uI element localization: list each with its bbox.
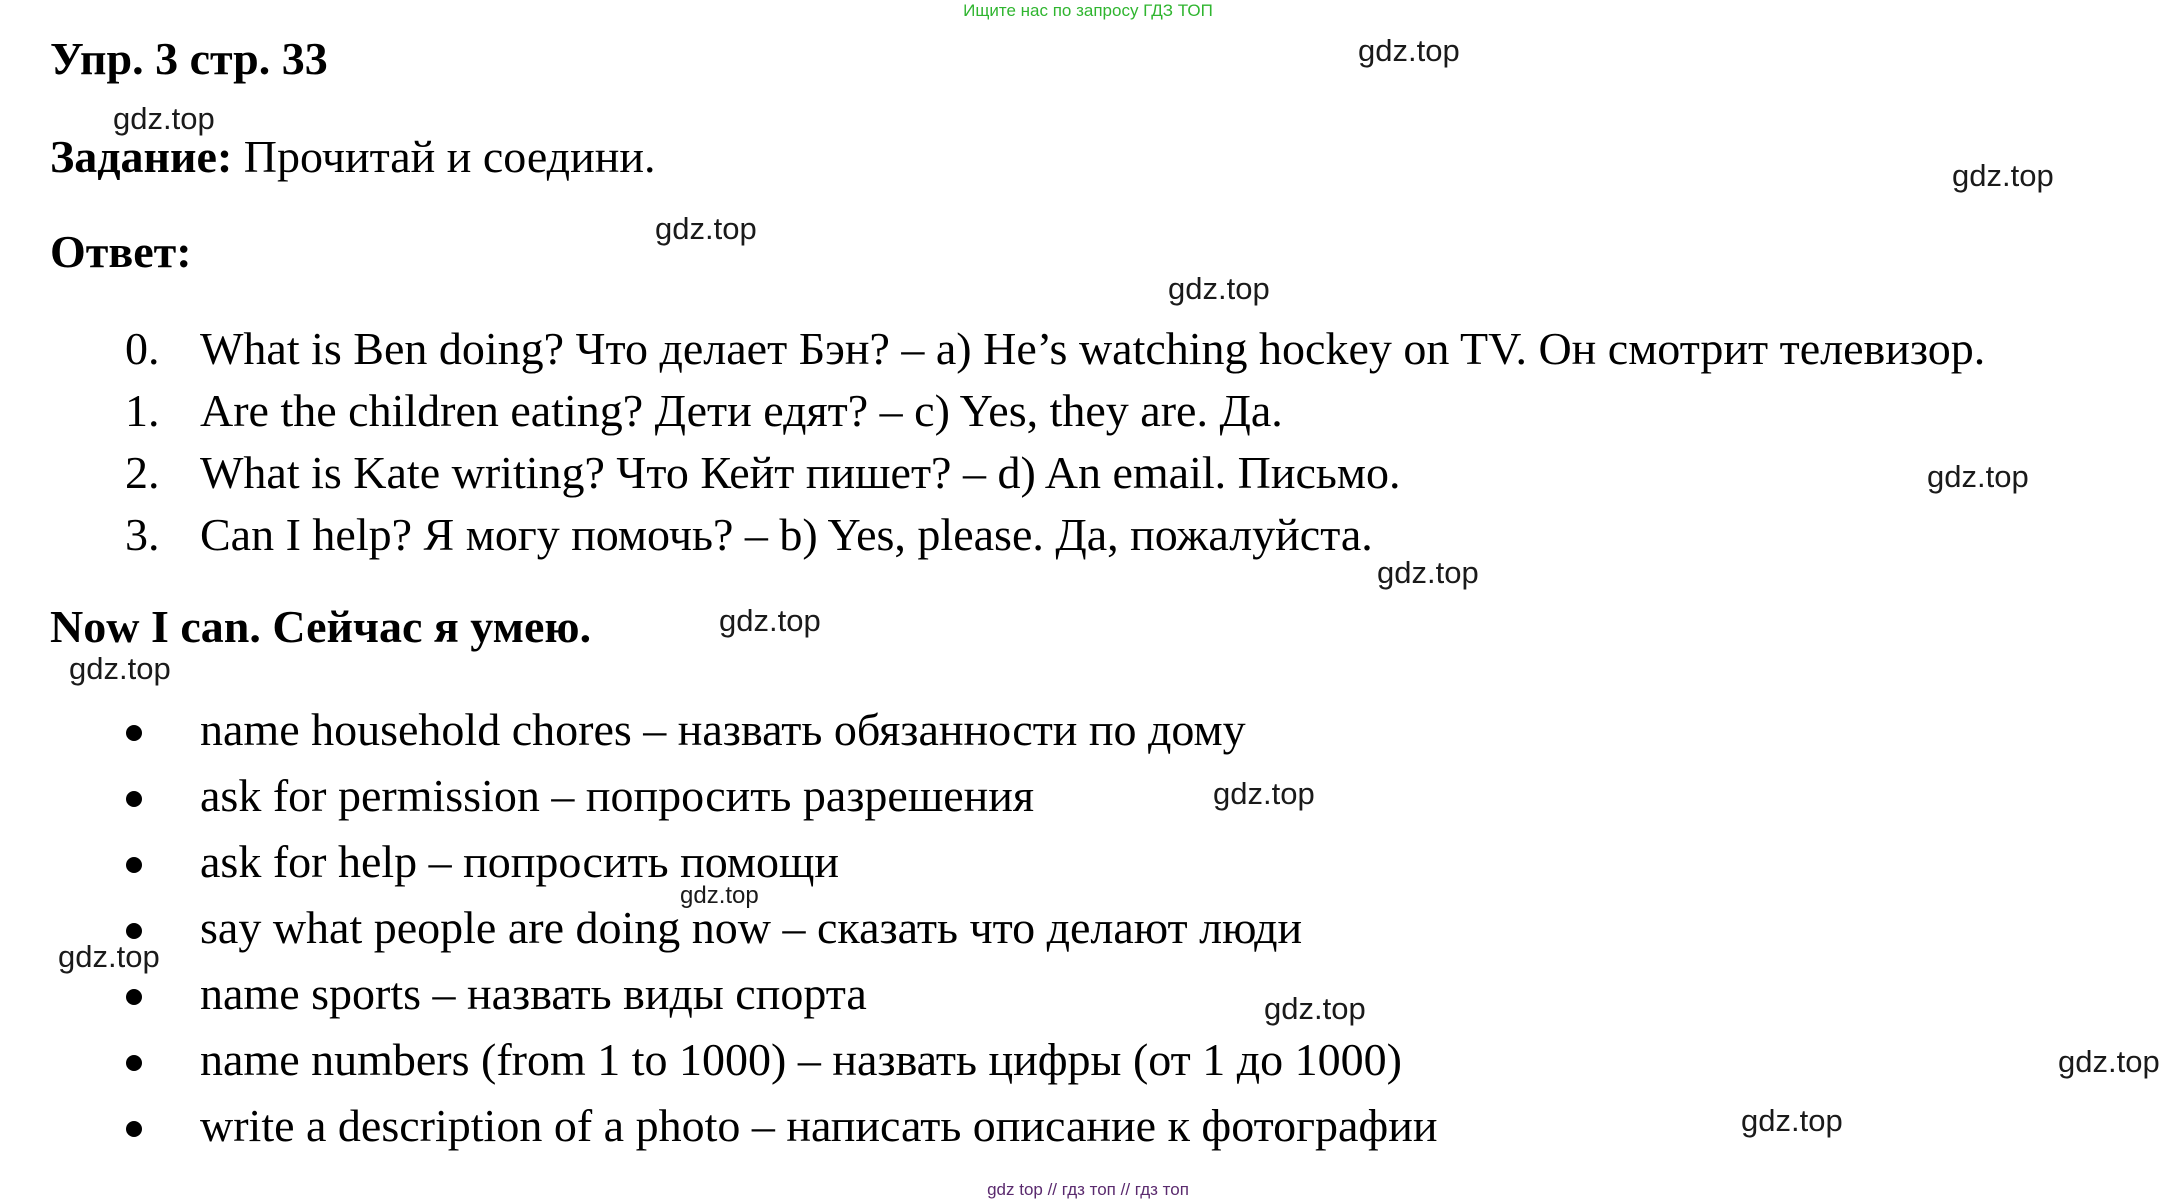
watermark: gdz.top xyxy=(655,211,757,246)
watermark: gdz.top xyxy=(1927,459,2029,494)
watermark: gdz.top xyxy=(680,882,759,909)
now-i-can-heading: Now I can. Сейчас я умею. xyxy=(50,601,592,652)
answer-heading: Ответ: xyxy=(50,226,192,277)
answer-text: What is Ben doing? Что делает Бэн? – a) He’s watching hockey on TV. Он смотрит телевизор. xyxy=(200,323,1986,374)
skill-text: name numbers (from 1 to 1000) – назвать цифры (от 1 до 1000) xyxy=(200,1034,1402,1085)
answer-number: 3. xyxy=(125,509,160,560)
task-line xyxy=(50,130,655,183)
watermark: gdz.top xyxy=(1952,158,2054,193)
watermark: gdz.top xyxy=(2058,1044,2160,1079)
watermark: gdz.top xyxy=(113,101,215,136)
watermark: gdz.top xyxy=(69,651,171,686)
skill-text: ask for help – попросить помощи xyxy=(200,836,840,887)
bullet-icon xyxy=(126,1121,142,1137)
bullet-icon xyxy=(126,1055,142,1071)
footer-watermark: gdz top // гдз топ // гдз топ xyxy=(987,1180,1189,1199)
answer-text: Are the children eating? Дети едят? – c) Yes, they are. Да. xyxy=(200,385,1283,436)
watermark: gdz.top xyxy=(1377,555,1479,590)
answer-text: Can I help? Я могу помочь? – b) Yes, please. Да, пожалуйста. xyxy=(200,509,1373,560)
watermark: gdz.top xyxy=(1264,991,1366,1026)
watermark: gdz.top xyxy=(1213,776,1315,811)
task-text: Прочитай и соедини. xyxy=(232,131,656,182)
bullet-icon xyxy=(126,791,142,807)
bullet-icon xyxy=(126,989,142,1005)
answer-number: 0. xyxy=(125,323,160,374)
watermark: gdz.top xyxy=(58,939,160,974)
top-banner: Ищите нас по запросу ГДЗ ТОП xyxy=(963,1,1213,20)
bullet-icon xyxy=(126,725,142,741)
task-label: Задание: xyxy=(50,131,233,182)
watermark: gdz.top xyxy=(1168,271,1270,306)
watermark: gdz.top xyxy=(1358,33,1460,68)
skill-text: name household chores – назвать обязанности по дому xyxy=(200,704,1246,755)
watermark: gdz.top xyxy=(1741,1103,1843,1138)
answer-number: 1. xyxy=(125,385,160,436)
answer-number: 2. xyxy=(125,447,160,498)
skill-text: name sports – назвать виды спорта xyxy=(200,968,867,1019)
skill-text: say what people are doing now – сказать что делают люди xyxy=(200,902,1303,953)
skill-text: ask for permission – попросить разрешения xyxy=(200,770,1035,821)
answer-text: What is Kate writing? Что Кейт пишет? – d) An email. Письмо. xyxy=(200,447,1401,498)
page-title: Упр. 3 стр. 33 xyxy=(50,33,328,84)
watermark: gdz.top xyxy=(719,603,821,638)
skill-text: write a description of a photo – написать описание к фотографии xyxy=(200,1100,1438,1151)
bullet-icon xyxy=(126,857,142,873)
bullet-icon xyxy=(126,923,142,939)
